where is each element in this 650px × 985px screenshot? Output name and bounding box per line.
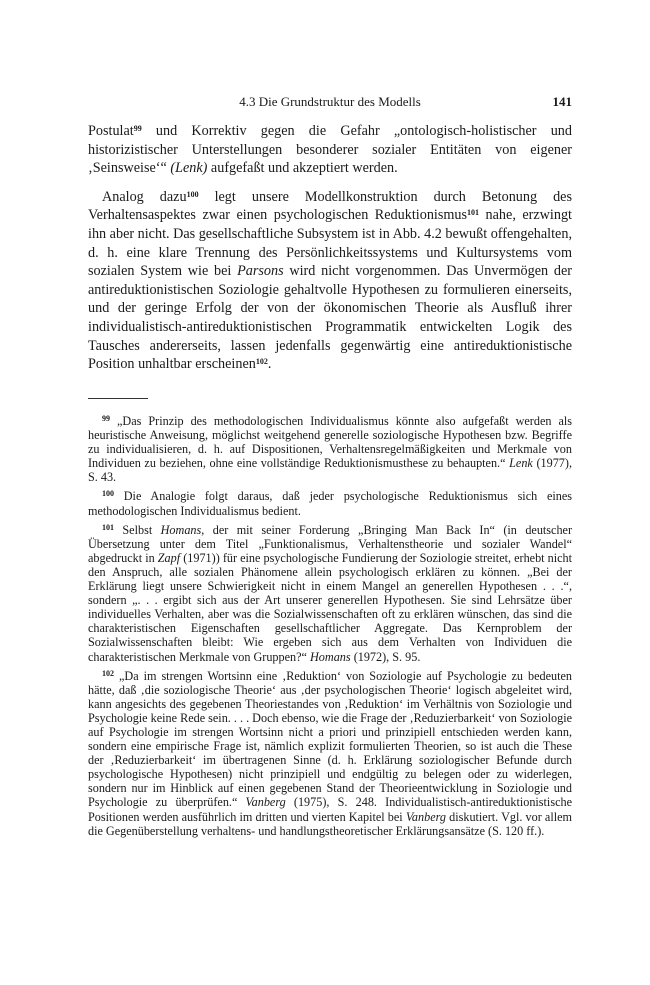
- footnote-101: [88, 523, 572, 664]
- page-number: 141: [552, 94, 572, 109]
- text-run: und Korrektiv gegen die Gefahr „ontologisch-holistischer und historizistischer Unterstellungen besonderer sozialer Entitäten von eigener ‚Seinsweise‘“: [88, 123, 572, 177]
- body-text: [88, 122, 572, 374]
- cited-author: Homans: [160, 522, 202, 537]
- footnote-99: [88, 414, 572, 484]
- footnote-100: [88, 489, 572, 517]
- footnote-102: [88, 669, 572, 838]
- footnote-number: 99: [102, 414, 110, 423]
- text-run: (1977), S. 43.: [88, 456, 573, 485]
- text-run: (1972), S. 95.: [350, 649, 421, 664]
- cited-author: (Lenk): [170, 160, 208, 177]
- text-run: legt unsere Modellkonstruktion durch Betonung des Verhaltensaspektes zwar einen psychologischen Reduktionismus: [88, 188, 572, 224]
- cited-author: Zapf: [157, 550, 181, 565]
- footnote-ref-101: 101: [467, 208, 480, 218]
- text-run: diskutiert. Vgl. vor allem die Gegenüberstellung verhaltens- und handlungstheoretischer Erklärungsansätze (S. 120 ff.).: [88, 809, 572, 838]
- paragraph-2: [88, 188, 572, 374]
- footnote-ref-99: 99: [133, 124, 142, 133]
- text-run: Die Analogie folgt daraus, daß jeder psychologische Reduktionismus sich eines methodologischen Individualismus bedient.: [88, 489, 572, 518]
- cited-author: Lenk: [509, 456, 533, 471]
- footnote-separator: [88, 398, 148, 399]
- footnote-number: 101: [102, 522, 114, 532]
- footnote-ref-100: 100: [186, 189, 199, 199]
- cited-author: Vanberg: [405, 809, 446, 824]
- text-run: (1975), S. 248. Individualistisch-antireduktionistische Positionen werden ausführlich im dritten und vierten Kapitel bei: [88, 795, 572, 824]
- text-run: wird nicht vorgenommen. Das Unvermögen der antireduktionistischen Soziologie gehaltvolle Hypothesen zu formulieren einerseits, und der geringe Erfolg der von der ökonomischen Theorie als Ausfluß ihrer individualistisch-antireduktionistischen Programmatik entwickelten Logik des Tausches andererseits, lassen jedenfalls gegenwärtig eine antireduktionistische Position unhaltbar erscheinen: [88, 263, 572, 373]
- text-run: Selbst: [114, 522, 161, 537]
- running-title: 4.3 Die Grundstruktur des Modells: [239, 94, 421, 109]
- paragraph-1: [88, 122, 572, 178]
- cited-author: Homans: [310, 649, 351, 664]
- text-run: „Das Prinzip des methodologischen Individualismus könnte also aufgefaßt werden als heuristische Anweisung, möglichst weitgehend generelle soziologische Hypothesen bzw. Begriffe zu individualisieren, d. h. auf Dispositionen, Verhaltensregelmäßigkeiten und Merkmale von Individuen zu beziehen, ohne eine vollständige Reduktionismusthese zu behaupten.“: [88, 414, 572, 471]
- text-run: Postulat: [88, 123, 134, 139]
- text-run: nahe, erzwingt ihn aber nicht. Das gesellschaftliche Subsystem ist in Abb. 4.2 bewußt offengehalten, d. h. eine klare Trennung des Persönlichkeitssystems und Kultursystems vom sozialen System wie bei: [88, 207, 572, 280]
- running-header: [88, 94, 572, 112]
- cited-author: Vanberg: [245, 795, 286, 810]
- footnote-number: 102: [102, 668, 114, 678]
- text-run: „Da im strengen Wortsinn eine ‚Reduktion‘ von Soziologie auf Psychologie zu bedeuten hätte, daß ‚die soziologische Theorie‘ aus ‚der psychologischen Theorie‘ logisch abgeleitet wird, kann angesichts des gegebenen Theoriestandes von ‚Reduktion‘ im Verhältnis von Soziologie und Psychologie keine Rede sein. . . . Doch ebenso, wie die Frage der ‚Reduzierbarkeit‘ von Soziologie auf Psychologie im strengen Wortsinn nicht a priori und prinzipiell entschieden werden kann, sondern eine empirische Frage ist, nämlich explizit formulierten Theorien, so ist auch die These der ‚Reduzierbarkeit‘ im übertragenen Sinne (d. h. Erklärung soziologischer Befunde durch psychologische Hypothesen) nicht prinzipiell und endgültig zu belegen oder zu widerlegen, sondern nur im Hinblick auf einen gegebenen Stand der Theorieentwicklung in Soziologie und Psychologie zu überprüfen.“: [88, 668, 572, 810]
- text-run: (1971)) für eine psychologische Fundierung der Soziologie streitet, erhebt nicht den Anspruch, alle sozialen Phänomene allein psychologisch erklären zu können. „Bei der Erklärung liegt unsere Schwierigkeit nicht in einem Mangel an generellen Hypothesen . . .“, sondern „. . . ergibt sich aus der Art unserer generellen Hypothesen. Sie sind Lehrsätze über individuelles Verhalten, aber was die Sozialwissenschaften oft zu erklären wünschen, das sind die charakteristischen Eigenschaften gesellschaftlicher Aggregate. Das Kernproblem der Sozialwissenschaften bleibt: Wie ergeben sich aus dem Verhalten von Individuen die charakteristischen Merkmale von Gruppen?“: [88, 550, 573, 664]
- text-run: , der mit seiner Forderung „Bringing Man Back In“ (in deutscher Übersetzung unter dem Titel „Funktionalismus, Verhaltenstheorie und sozialer Wandel“ abgedruckt in: [88, 522, 573, 565]
- text-run: Analog dazu: [102, 188, 187, 205]
- text-run: aufgefaßt und akzeptiert werden.: [207, 160, 398, 177]
- footnote-ref-102: 102: [255, 357, 268, 367]
- footnotes: [88, 414, 572, 843]
- footnote-number: 100: [102, 489, 114, 499]
- cited-author: Parsons: [237, 263, 284, 280]
- text-run: .: [267, 356, 272, 373]
